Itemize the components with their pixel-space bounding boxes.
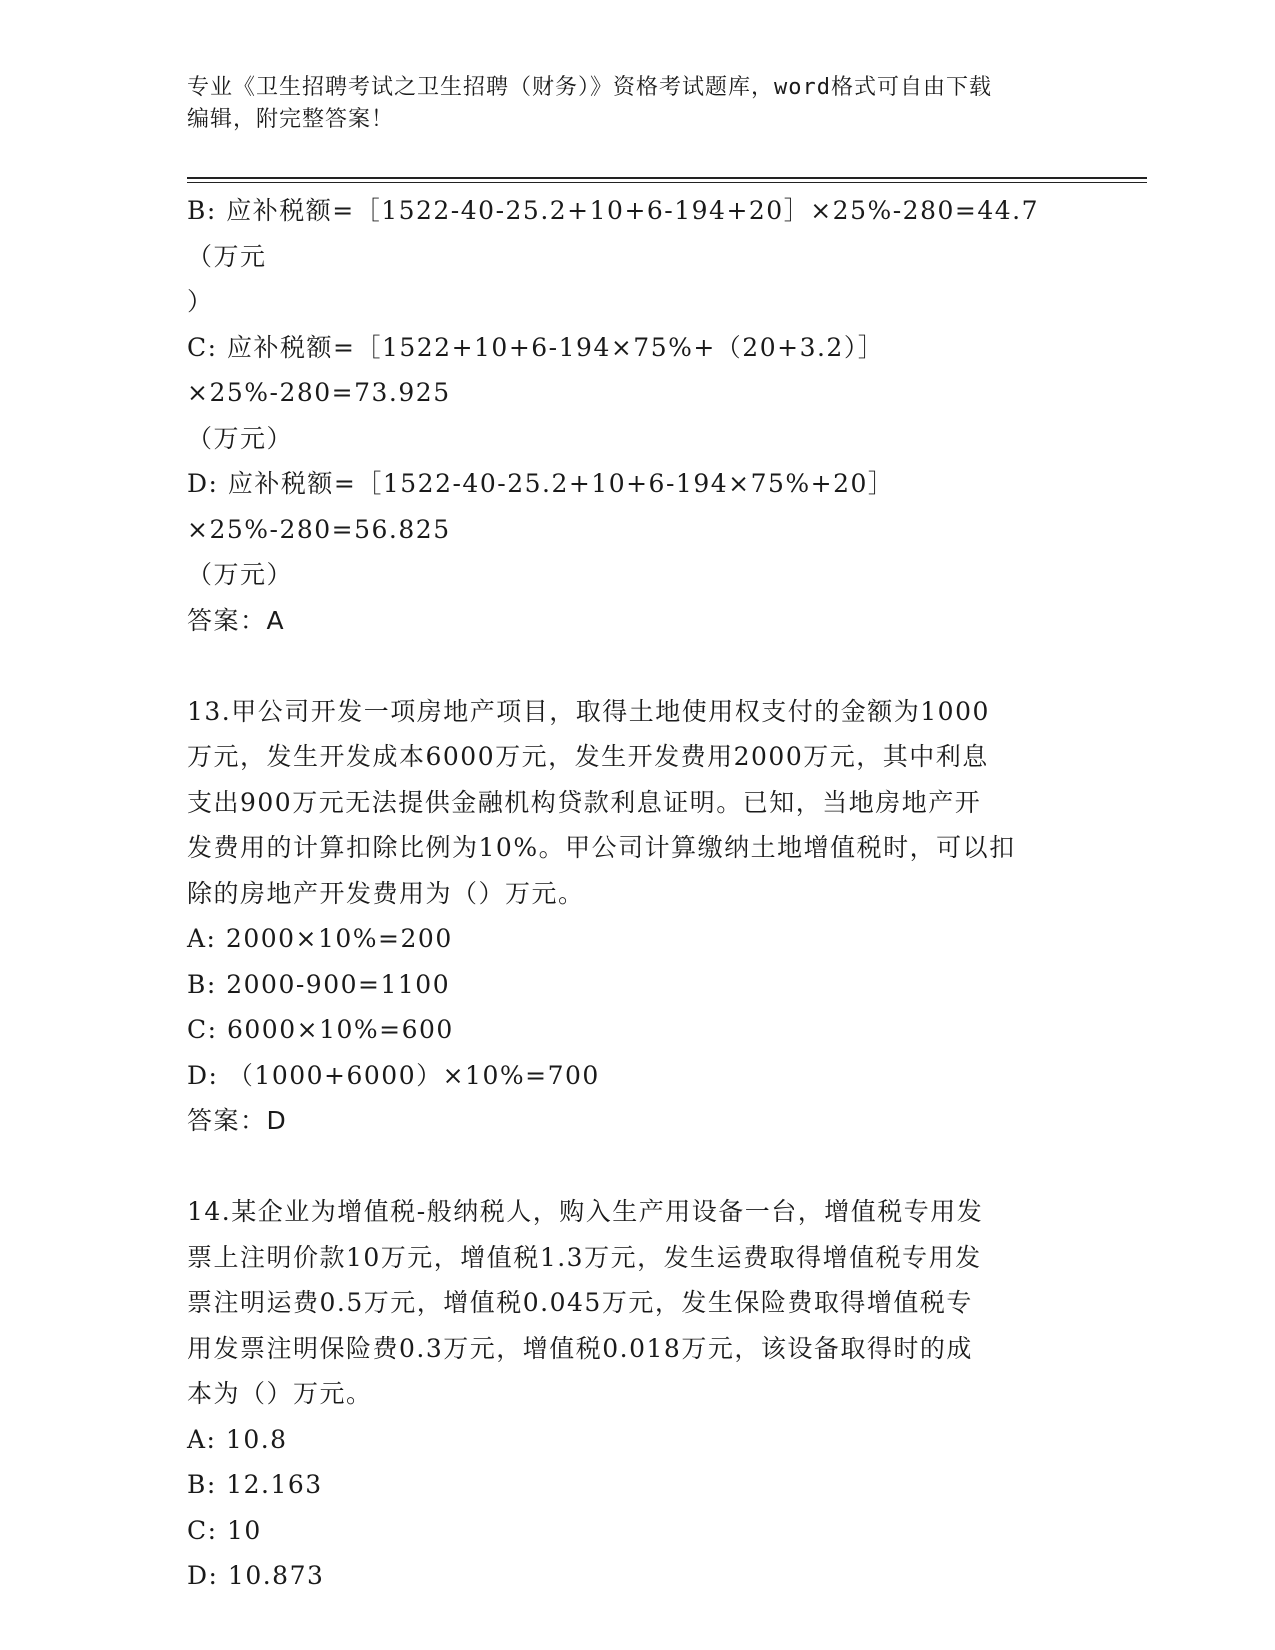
option-a: A: 10.8 [187, 1424, 288, 1454]
header-line: 编辑，附完整答案！ [187, 107, 395, 132]
question-13 [187, 689, 1082, 1144]
option-b: B: 应补税额=［1522-40-25.2+10+6-194+20］×25%-280=44.7（万元 [187, 196, 1040, 271]
header-divider-thin [187, 182, 1147, 183]
answer-line: 答案：D [187, 1106, 288, 1135]
option-d-continued: （万元） [187, 560, 294, 589]
option-d: D: 10.873 [187, 1561, 325, 1590]
option-b: B: 12.163 [187, 1470, 323, 1499]
question-stem-line: 发费用的计算扣除比例为10%。甲公司计算缴纳土地增值税时，可以扣 [187, 833, 1016, 862]
question-stem-line: 14.某企业为增值税-般纳税人，购入生产用设备一台，增值税专用发 [187, 1197, 984, 1226]
question-stem-line: 13.甲公司开发一项房地产项目，取得土地使用权支付的金额为1000 [187, 696, 990, 726]
option-c: C: 应补税额=［1522+10+6-194×75%+（20+3.2）］×25%-280=73.925 [187, 332, 885, 407]
question-stem-line: 票上注明价款10万元，增值税1.3万元，发生运费取得增值税专用发 [187, 1242, 982, 1272]
question-stem-line: 除的房地产开发费用为（）万元。 [187, 878, 585, 908]
header-line: 专业《卫生招聘考试之卫生招聘（财务）》资格考试题库，word格式可自由下载 [187, 75, 992, 100]
option-b: B: 2000-900=1100 [187, 969, 451, 999]
question-stem-line: 万元，发生开发成本6000万元，发生开发费用2000万元，其中利息 [187, 742, 989, 771]
question-stem-line: 支出900万元无法提供金融机构贷款利息证明。已知，当地房地产开 [187, 787, 982, 817]
spacer [187, 1144, 1082, 1190]
document-header [187, 72, 1087, 136]
option-d: D: 应补税额=［1522-40-25.2+10+6-194×75%+20］×25%-280=56.825 [187, 469, 895, 544]
question-stem-line: 本为（）万元。 [187, 1379, 373, 1408]
question-stem-line: 票注明运费0.5万元，增值税0.045万元，发生保险费取得增值税专 [187, 1288, 973, 1317]
option-d: D: （1000+6000）×10%=700 [187, 1060, 600, 1090]
option-c: C: 10 [187, 1515, 262, 1545]
spacer [187, 643, 1082, 689]
option-c-continued: （万元） [187, 423, 294, 453]
option-a: A: 2000×10%=200 [187, 924, 453, 953]
header-divider [187, 177, 1147, 179]
option-c: C: 6000×10%=600 [187, 1015, 454, 1044]
option-b-continued: ） [187, 287, 214, 316]
question-stem-line: 用发票注明保险费0.3万元，增值税0.018万元，该设备取得时的成 [187, 1333, 973, 1363]
answer-line: 答案：A [187, 605, 286, 635]
document-body [187, 188, 1082, 1599]
previous-question [187, 188, 1082, 643]
question-14 [187, 1189, 1082, 1599]
